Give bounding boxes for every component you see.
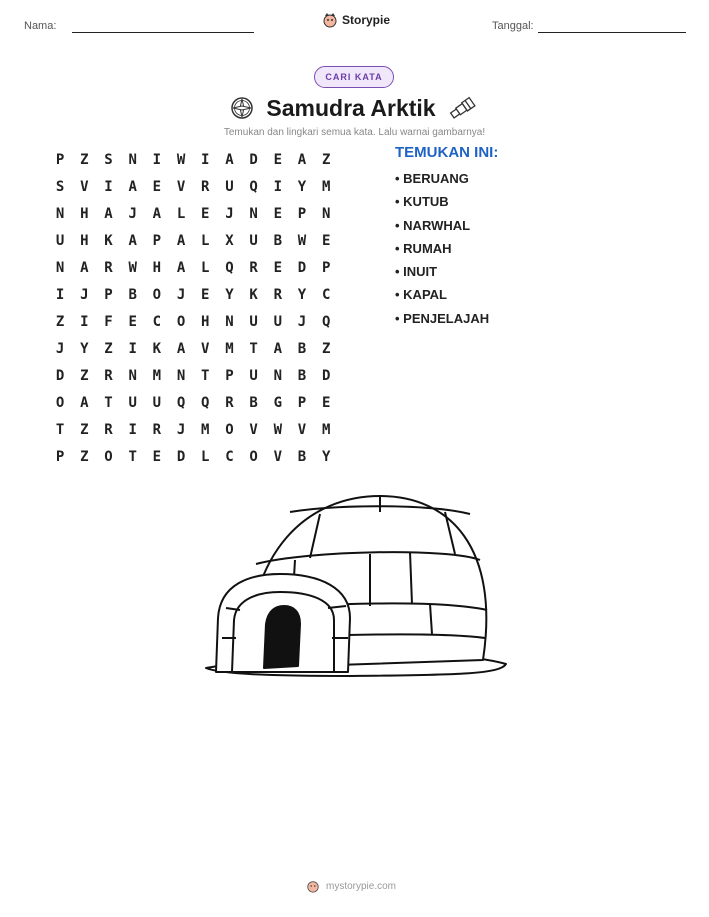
grid-letter[interactable]: T [201,367,210,384]
grid-letter[interactable]: N [321,205,331,222]
grid-letter[interactable]: R [249,259,258,276]
grid-letter[interactable]: Q [176,394,186,411]
grid-letter[interactable]: D [55,367,65,384]
grid-letter[interactable]: X [225,232,234,249]
grid-letter[interactable]: Z [80,151,89,168]
grid-letter[interactable]: I [80,313,89,330]
grid-letter[interactable]: E [273,259,282,276]
grid-letter[interactable]: A [128,232,137,249]
grid-letter[interactable]: O [225,421,234,438]
grid-letter[interactable]: I [128,421,137,438]
grid-letter[interactable]: A [128,178,137,195]
word-list-item: • KAPAL [395,287,447,303]
grid-row [48,200,338,227]
grid-letter[interactable]: B [297,340,307,357]
grid-letter[interactable]: Y [80,340,89,357]
name-field-line[interactable] [72,32,254,33]
grid-letter[interactable]: T [249,340,258,357]
grid-letter[interactable]: N [225,313,234,330]
grid-letter[interactable]: Z [321,340,331,357]
grid-letter[interactable]: U [249,313,258,330]
grid-letter[interactable]: E [273,205,282,222]
grid-letter[interactable]: B [249,394,258,411]
grid-letter[interactable]: Q [321,313,331,330]
grid-letter[interactable]: Y [297,286,307,303]
grid-letter[interactable]: J [297,313,307,330]
grid-letter[interactable]: Z [80,367,89,384]
grid-letter[interactable]: U [128,394,137,411]
grid-letter[interactable]: N [176,367,186,384]
grid-letter[interactable]: N [273,367,282,384]
grid-letter[interactable]: Z [104,340,113,357]
grid-letter[interactable]: G [273,394,282,411]
grid-letter[interactable]: B [273,232,282,249]
grid-letter[interactable]: C [225,448,234,465]
grid-letter[interactable]: P [297,394,307,411]
grid-letter[interactable]: C [152,313,162,330]
grid-letter[interactable]: D [249,151,258,168]
grid-letter[interactable]: M [152,367,162,384]
word-list-item: • NARWHAL [395,217,471,233]
grid-letter[interactable]: V [249,421,258,438]
grid-letter[interactable]: P [297,205,307,222]
compass-icon [230,96,254,120]
grid-letter[interactable]: U [55,232,65,249]
grid-letter[interactable]: B [297,367,307,384]
grid-row [48,227,338,254]
igloo-illustration[interactable] [200,488,510,688]
grid-letter[interactable]: S [104,151,113,168]
title-row [214,90,494,126]
instructions: Temukan dan lingkari semua kata. Lalu warnai gambarnya! [223,127,486,138]
grid-letter[interactable]: V [176,178,186,195]
grid-letter[interactable]: Z [321,151,331,168]
grid-letter[interactable]: J [176,421,186,438]
grid-letter[interactable]: Y [297,178,307,195]
grid-letter[interactable]: A [297,151,307,168]
grid-letter[interactable]: C [321,286,331,303]
grid-letter[interactable]: M [321,178,331,195]
grid-letter[interactable]: A [225,151,234,168]
grid-letter[interactable]: Z [80,421,89,438]
grid-letter[interactable]: U [273,313,282,330]
grid-letter[interactable]: Z [55,313,65,330]
grid-letter[interactable]: O [55,394,65,411]
grid-letter[interactable]: U [249,367,258,384]
grid-letter[interactable]: A [176,232,186,249]
grid-row [48,173,338,200]
grid-letter[interactable]: R [152,421,162,438]
grid-letter[interactable]: T [128,448,137,465]
grid-letter[interactable]: L [201,232,210,249]
word-list-item: • INUIT [395,264,438,280]
grid-letter[interactable]: I [104,178,113,195]
grid-letter[interactable]: R [225,394,234,411]
grid-letter[interactable]: J [80,286,89,303]
grid-letter[interactable]: N [249,205,258,222]
grid-letter[interactable]: O [104,448,113,465]
word-list-item: • PENJELAJAH [395,310,490,326]
grid-letter[interactable]: L [176,205,186,222]
grid-row [48,416,338,443]
word-search-grid[interactable] [48,146,338,470]
grid-letter[interactable]: T [104,394,113,411]
grid-letter[interactable]: Q [225,259,234,276]
grid-letter[interactable]: K [104,232,113,249]
grid-letter[interactable]: N [128,151,137,168]
grid-letter[interactable]: E [273,151,282,168]
grid-letter[interactable]: E [152,178,162,195]
grid-letter[interactable]: L [201,448,210,465]
grid-row [48,362,338,389]
footer-url[interactable]: mystorypie.com [326,880,397,892]
grid-letter[interactable]: B [128,286,137,303]
footer [306,879,396,893]
grid-letter[interactable]: W [176,151,186,168]
igloo-icon [200,488,510,683]
grid-letter[interactable]: E [201,286,210,303]
grid-letter[interactable]: A [80,259,89,276]
grid-letter[interactable]: I [128,340,137,357]
grid-letter[interactable]: R [104,259,113,276]
grid-letter[interactable]: U [152,394,162,411]
grid-letter[interactable]: J [55,340,65,357]
grid-letter[interactable]: N [55,259,65,276]
grid-letter[interactable]: B [297,448,307,465]
grid-letter[interactable]: W [297,232,307,249]
footer-mascot-icon [306,879,320,893]
grid-letter[interactable]: O [152,286,162,303]
grid-letter[interactable]: E [128,313,137,330]
grid-letter[interactable]: H [80,232,89,249]
grid-letter[interactable]: V [201,340,210,357]
grid-letter[interactable]: K [249,286,258,303]
grid-letter[interactable]: S [55,178,65,195]
grid-letter[interactable]: A [104,205,113,222]
grid-letter[interactable]: I [152,151,162,168]
grid-letter[interactable]: W [128,259,137,276]
brand-logo [322,12,390,28]
page-title: Samudra Arktik [266,94,436,121]
name-label: Nama: [24,20,57,32]
grid-letter[interactable]: I [273,178,282,195]
grid-letter[interactable]: D [321,367,331,384]
date-field-line[interactable] [538,32,686,33]
grid-letter[interactable]: V [80,178,89,195]
grid-letter[interactable]: O [176,313,186,330]
grid-letter[interactable]: H [201,313,210,330]
grid-letter[interactable]: R [104,367,113,384]
activity-badge: CARI KATA [314,66,394,88]
grid-letter[interactable]: M [201,421,210,438]
grid-letter[interactable]: M [225,340,234,357]
grid-letter[interactable]: M [321,421,331,438]
grid-letter[interactable]: K [152,340,162,357]
date-label: Tanggal: [492,20,534,32]
grid-letter[interactable]: I [55,286,65,303]
grid-letter[interactable]: P [104,286,113,303]
brand-name: Storypie [342,13,391,27]
grid-letter[interactable]: E [321,232,331,249]
word-list-item: • BERUANG [395,171,469,186]
grid-letter[interactable]: E [201,205,210,222]
grid-row [48,146,338,173]
grid-letter[interactable]: A [273,340,282,357]
grid-letter[interactable]: A [152,205,162,222]
grid-letter[interactable]: P [152,232,162,249]
grid-letter[interactable]: V [297,421,307,438]
grid-letter[interactable]: F [104,313,113,330]
grid-letter[interactable]: W [273,421,282,438]
grid-letter[interactable]: J [128,205,137,222]
grid-letter[interactable]: Y [321,448,331,465]
grid-letter[interactable]: Y [225,286,234,303]
grid-letter[interactable]: J [176,286,186,303]
grid-row [48,443,338,470]
grid-letter[interactable]: P [225,367,234,384]
grid-letter[interactable]: P [321,259,331,276]
grid-letter[interactable]: D [297,259,307,276]
word-list [395,171,489,334]
grid-letter[interactable]: H [80,205,89,222]
grid-letter[interactable]: N [55,205,65,222]
grid-letter[interactable]: Q [249,178,258,195]
grid-letter[interactable]: P [55,151,65,168]
grid-letter[interactable]: E [152,448,162,465]
grid-letter[interactable]: O [249,448,258,465]
grid-row [48,281,338,308]
grid-row [48,254,338,281]
word-list-item: • KUTUB [395,194,449,210]
grid-letter[interactable]: R [104,421,113,438]
spyglass-icon [448,96,478,120]
grid-letter[interactable]: P [55,448,65,465]
grid-letter[interactable]: A [80,394,89,411]
mascot-icon [322,12,338,28]
grid-letter[interactable]: Q [201,394,210,411]
grid-letter[interactable]: V [273,448,282,465]
grid-letter[interactable]: A [176,340,186,357]
grid-letter[interactable]: E [321,394,331,411]
grid-row [48,335,338,362]
grid-letter[interactable]: R [273,286,282,303]
grid-letter[interactable]: U [225,178,234,195]
grid-letter[interactable]: D [176,448,186,465]
grid-letter[interactable]: T [55,421,65,438]
grid-letter[interactable]: U [249,232,258,249]
grid-letter[interactable]: I [201,151,210,168]
grid-letter[interactable]: A [176,259,186,276]
word-list-heading: TEMUKAN INI: [395,144,499,161]
grid-letter[interactable]: Z [80,448,89,465]
grid-row [48,308,338,335]
grid-letter[interactable]: R [201,178,210,195]
grid-letter[interactable]: J [225,205,234,222]
grid-letter[interactable]: L [201,259,210,276]
grid-letter[interactable]: H [152,259,162,276]
grid-row [48,389,338,416]
word-list-item: • RUMAH [395,240,452,256]
grid-letter[interactable]: N [128,367,137,384]
